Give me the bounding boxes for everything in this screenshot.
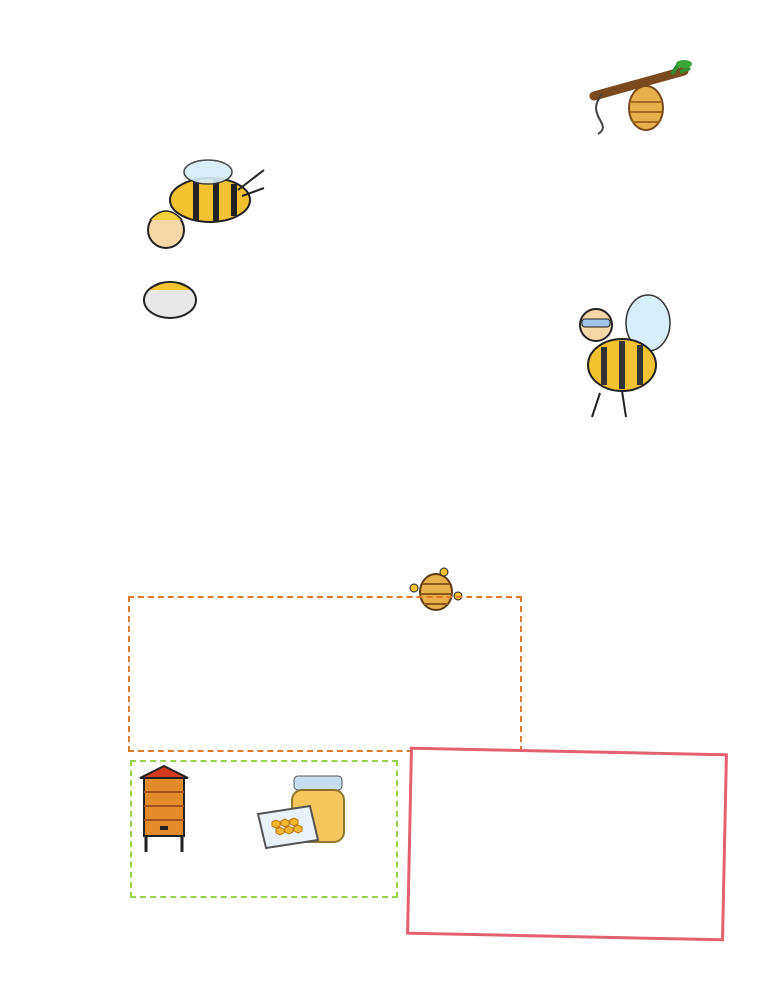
honeycomb-photo-icon bbox=[560, 598, 712, 748]
info-box bbox=[128, 596, 522, 752]
honey-jar-icon bbox=[254, 770, 354, 850]
info-box-text bbox=[135, 622, 515, 638]
right-cone-border bbox=[742, 22, 768, 994]
proposta-operativa-box bbox=[406, 747, 728, 942]
wooden-beehive-icon bbox=[134, 764, 194, 856]
top-cone-border bbox=[0, 22, 768, 48]
bee-with-beekeeper-icon bbox=[138, 150, 270, 322]
beehive-branch-icon bbox=[584, 56, 694, 136]
flying-bee-icon bbox=[560, 285, 680, 425]
